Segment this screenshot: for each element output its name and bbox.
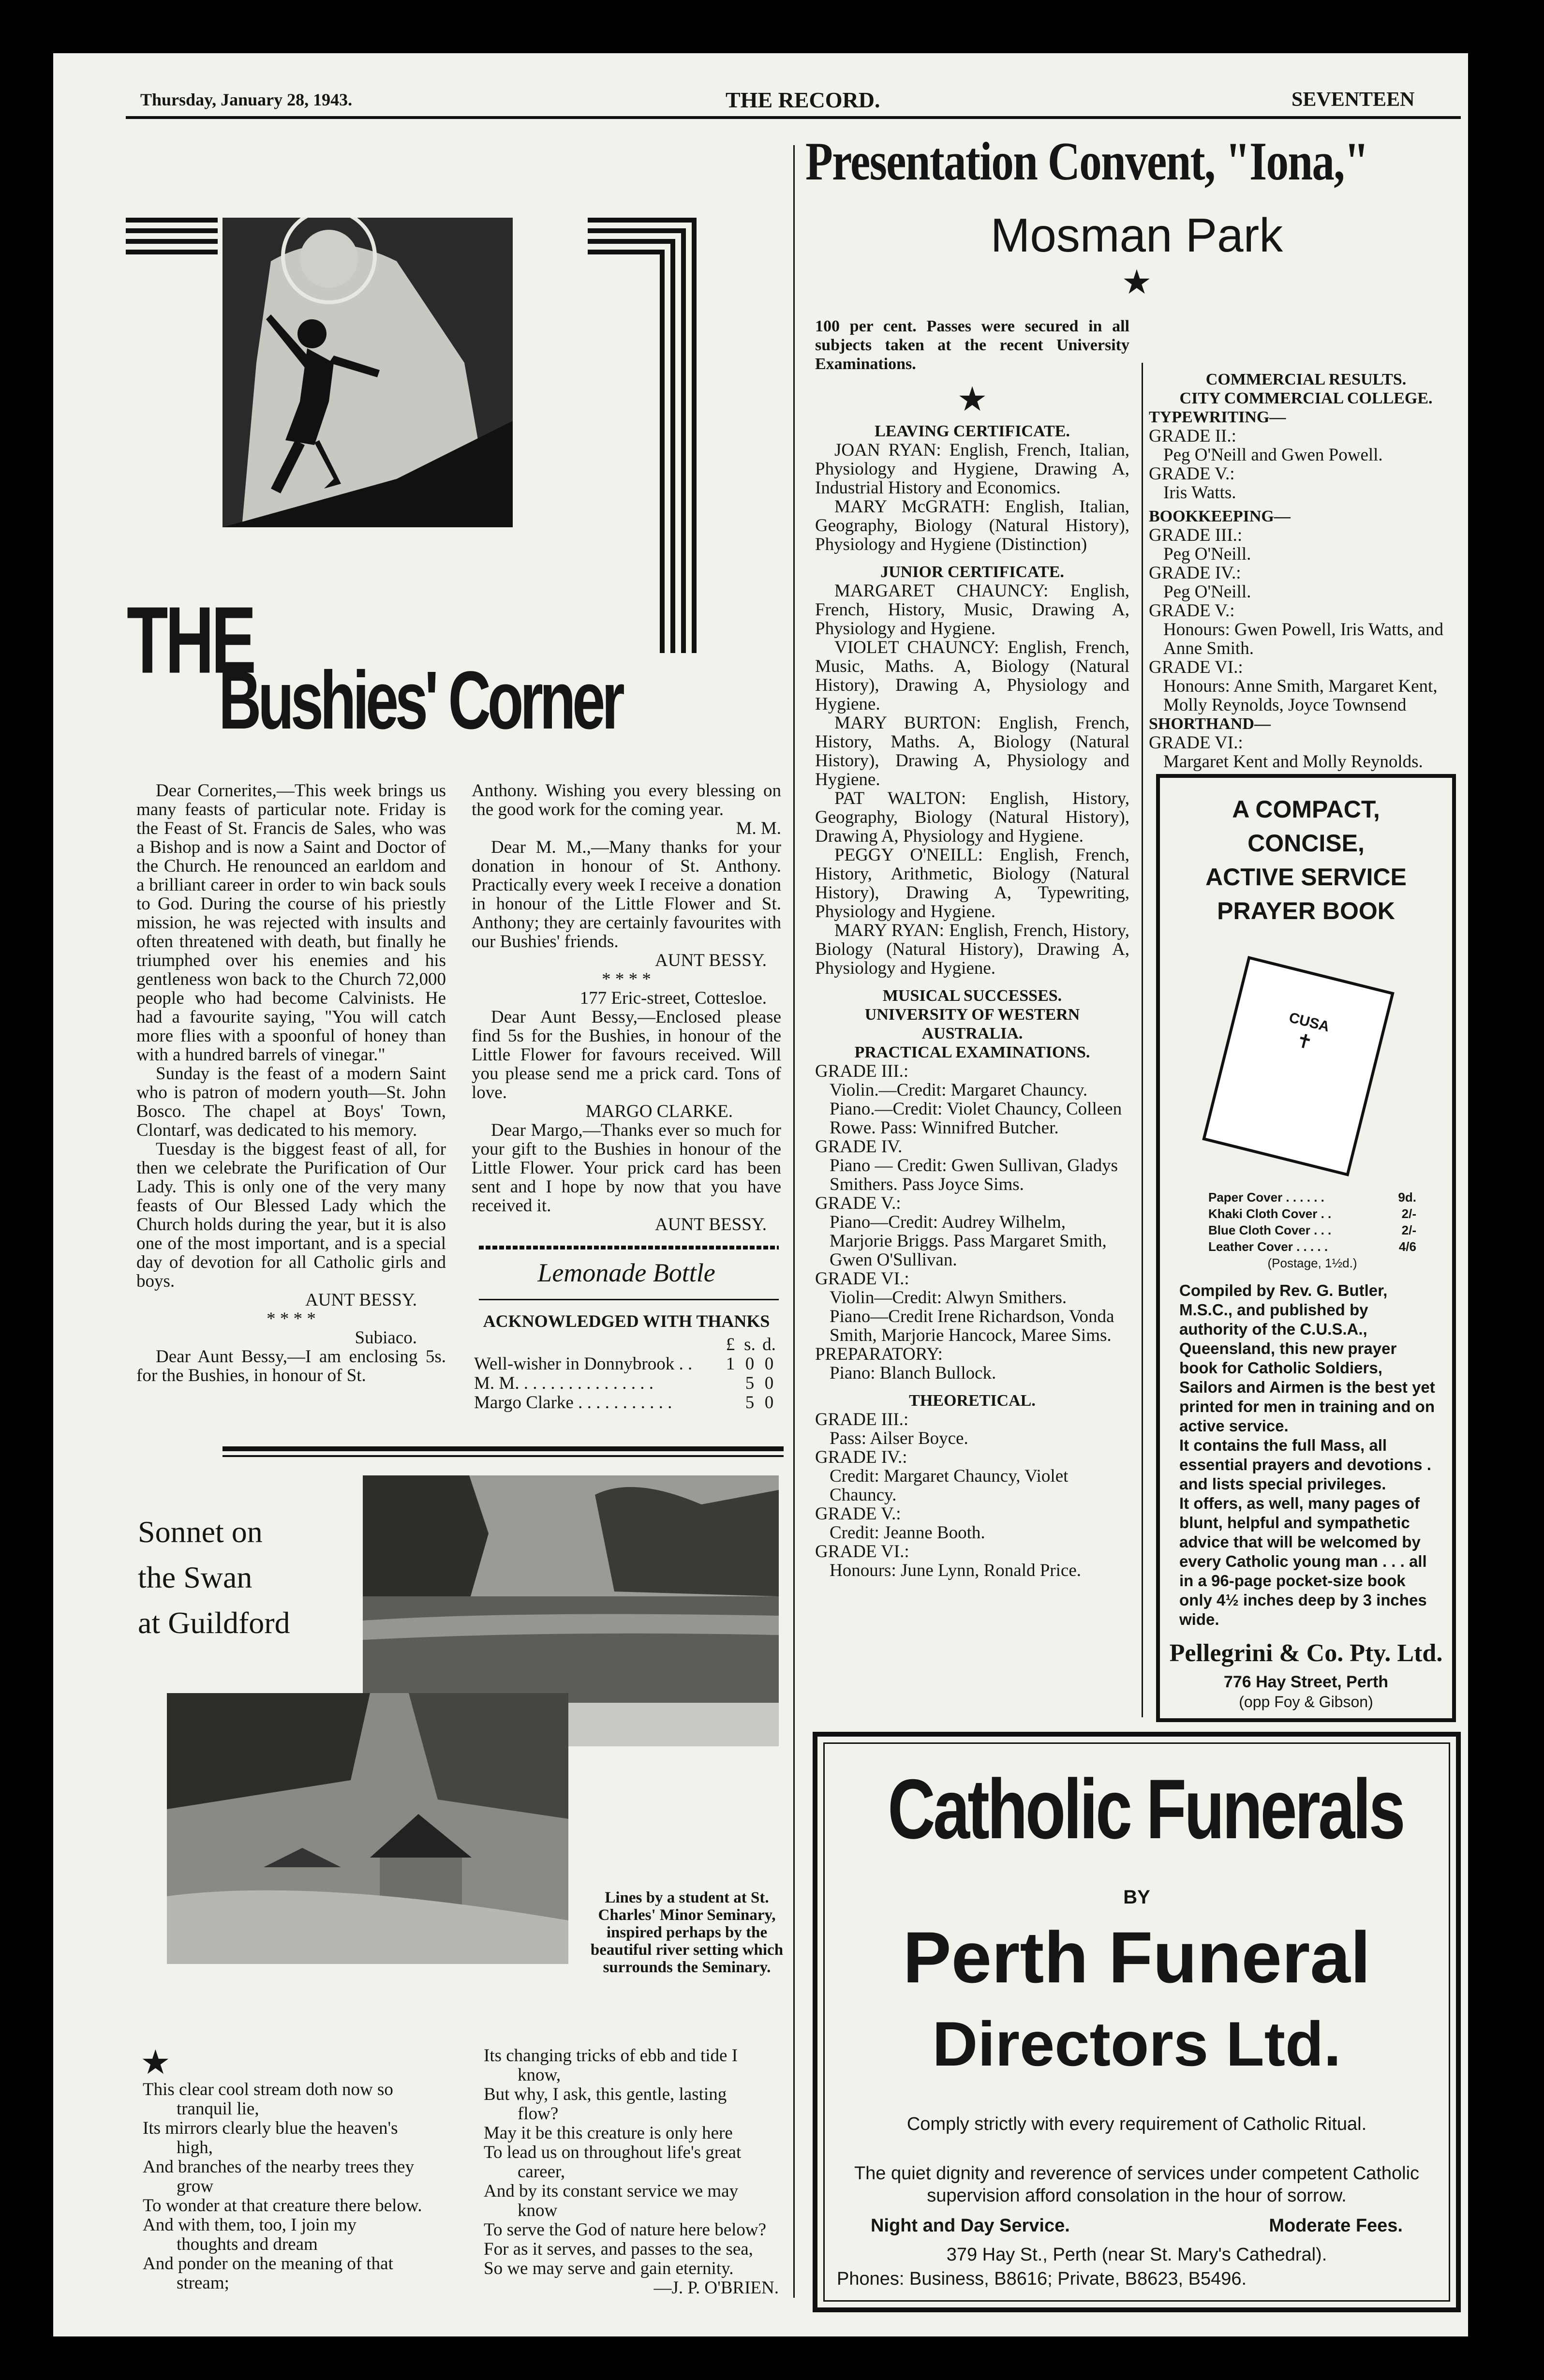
col-pence: d. xyxy=(762,1335,776,1354)
bushies-title: Bushies' Corner xyxy=(219,654,622,746)
list-line: Peg O'Neill. xyxy=(1163,582,1251,602)
poem-line: Its changing tricks of ebb and tide I xyxy=(484,2046,738,2066)
header-page-number: SEVENTEEN xyxy=(1292,89,1415,111)
poem-line: And ponder on the meaning of that xyxy=(143,2254,393,2274)
header-date: Thursday, January 28, 1943. xyxy=(140,90,353,109)
junior-entry: MARY RYAN: English, French, History, Biology (Natural History), Drawing A, Physiology and Hygiene. xyxy=(815,921,1129,978)
bushies-signature: AUNT BESSY. xyxy=(655,1215,767,1235)
list-line: GRADE III.: xyxy=(815,1061,909,1081)
junior-entry: PAT WALTON: English, History, Geography, Biology (Natural History), Drawing A, Physiology and Hygiene. xyxy=(815,788,1129,846)
poem-line: To serve the God of nature here below? xyxy=(484,2220,767,2240)
poem-line: thoughts and dream xyxy=(177,2234,318,2254)
bushies-stars: * * * * xyxy=(267,1309,316,1329)
poem-line: flow? xyxy=(518,2104,559,2124)
commercial-results-column xyxy=(1149,370,1463,771)
table-row: Well-wisher in Donnybrook . . 1 0 0 xyxy=(474,1354,774,1374)
list-line: Piano.—Credit: Violet Chauncy, Colleen Rowe. Pass: Winnifred Butcher. xyxy=(830,1099,1122,1138)
prayer-ad-paragraph: It offers, as well, many pages of blunt, helpful and sympathetic advice that will be welcomed by every Catholic young man . . . all in a 96-page pocket-size book only 4½ inches deep by 3 inches wide. xyxy=(1179,1494,1427,1628)
list-line: Violin—Credit: Alwyn Smithers. xyxy=(830,1288,1067,1308)
uwa-heading: UNIVERSITY OF WESTERN AUSTRALIA. xyxy=(864,1006,1080,1042)
list-line: GRADE V.: xyxy=(815,1504,901,1524)
poem-line: Its mirrors clearly blue the heaven's xyxy=(143,2118,398,2138)
poem-line: tranquil lie, xyxy=(177,2099,259,2119)
junior-entry: MARY BURTON: English, French, History, Maths. A, Biology (Natural History), Drawing A, Physiology and Hygiene. xyxy=(815,713,1129,789)
bushies-paragraph: Dear M. M.,—Many thanks for your donation in honour of St. Anthony. Practically every week I receive a donation in honour of the Little Flower and St. Anthony; they are certainly favourites with our Bushies' friends. xyxy=(472,837,781,952)
price-row: Leather Cover . . . . . 4/6 xyxy=(1208,1239,1416,1254)
list-line: Piano—Credit Irene Richardson, Vonda Smith, Marjorie Hancock, Maree Sims. xyxy=(830,1307,1114,1345)
prayer-ad-title-line: CONCISE, xyxy=(1247,830,1365,857)
prayer-ad-title-line: A COMPACT, xyxy=(1232,796,1380,823)
price-row: Paper Cover . . . . . . 9d. xyxy=(1208,1190,1416,1205)
list-line: GRADE VI.: xyxy=(815,1542,909,1562)
practical-heading: PRACTICAL EXAMINATIONS. xyxy=(854,1043,1090,1061)
poem-line: To lead us on throughout life's great xyxy=(484,2142,742,2162)
leaving-heading: LEAVING CERTIFICATE. xyxy=(875,422,1070,440)
price-row: Blue Cloth Cover . . . 2/- xyxy=(1208,1223,1416,1237)
typewriting-list xyxy=(1149,427,1463,502)
theoretical-list xyxy=(815,1410,1129,1580)
junior-entry: MARGARET CHAUNCY: English, French, History, Music, Drawing A, Physiology and Hygiene. xyxy=(815,581,1129,639)
bushies-paragraph: Dear Cornerites,—This week brings us many feasts of particular note. Friday is the Feast of St. Francis de Sales, who was a Bishop and is now a Saint and Doctor of the Church. He renounced an earldom and a brilliant career in order to win back souls to God. During the course of his priestly mission, he was rejected with insults and often threatened with death, but finally he triumphed over his enemies and his gentleness won back to the Church 72,000 people who had become Calvinists. He had a favourite saying, "You will catch more flies with a spoonful of honey than with a hundred barrels of vinegar." xyxy=(136,781,446,1065)
poem-line: And with them, too, I join my xyxy=(143,2215,356,2235)
shorthand-list xyxy=(1149,733,1463,771)
poem-line: But why, I ask, this gentle, lasting xyxy=(484,2084,727,2104)
typewriting-heading: TYPEWRITING— xyxy=(1149,408,1286,426)
funeral-by: BY xyxy=(1123,1887,1150,1908)
bushies-stars: * * * * xyxy=(602,969,651,989)
music-heading: MUSICAL SUCCESSES. xyxy=(882,987,1062,1005)
prayer-ad-paragraph: Compiled by Rev. G. Butler, M.S.C., and published by authority of the C.U.S.A., Queensland, this new prayer book for Catholic Soldiers, Sailors and Airmen is the best yet printed for men in training and on active service. xyxy=(1179,1281,1435,1435)
sonnet-title-line: at Guildford xyxy=(138,1606,290,1640)
prayer-book-ad xyxy=(1156,774,1456,1722)
list-line: GRADE V.: xyxy=(1149,601,1235,621)
list-line: GRADE IV.: xyxy=(1149,563,1241,583)
funeral-address: 379 Hay St., Perth (near St. Mary's Cathedral). xyxy=(946,2245,1327,2265)
bushies-paragraph: Tuesday is the biggest feast of all, for then we celebrate the Purification of Our Lady. This is only one of the very many feasts of Our Blessed Lady which the Church holds during the year, but it is also one of the most important, and is a special day of devotion for all Catholic girls and boys. xyxy=(136,1139,446,1291)
poem-line: grow xyxy=(177,2176,214,2196)
bushies-paragraph: Dear Aunt Bessy,—Enclosed please find 5s for the Bushies, in honour of the Little Flower for favours received. Will you please send me a prick card. Tons of love. xyxy=(472,1007,781,1102)
bookkeeping-list xyxy=(1149,526,1463,714)
table-row: Margo Clarke . . . . . . . . . . . 5 0 xyxy=(474,1393,774,1413)
star-icon: ★ xyxy=(1121,264,1152,301)
price-row: Khaki Cloth Cover . . 2/- xyxy=(1208,1206,1416,1221)
bushies-signature: AUNT BESSY. xyxy=(655,951,767,970)
lemonade-top-rule xyxy=(479,1246,779,1250)
table-row: M. M. . . . . . . . . . . . . . . . 5 0 xyxy=(474,1373,774,1393)
list-line: Honours: Gwen Powell, Iris Watts, and Anne Smith. xyxy=(1163,620,1444,658)
junior-heading: JUNIOR CERTIFICATE. xyxy=(880,563,1064,581)
list-line: Iris Watts. xyxy=(1163,483,1236,503)
poem-line: know xyxy=(518,2201,558,2220)
list-line: GRADE III.: xyxy=(1149,525,1243,545)
bushies-signature: MARGO CLARKE. xyxy=(585,1101,733,1121)
poem-line: career, xyxy=(518,2162,565,2182)
lemonade-ack: ACKNOWLEDGED WITH THANKS xyxy=(483,1311,770,1331)
bushies-title-the: THE xyxy=(127,586,253,693)
prayer-book-image xyxy=(1202,956,1395,1176)
poem-line: high, xyxy=(177,2138,213,2157)
list-line: Credit: Jeanne Booth. xyxy=(830,1523,985,1543)
book-cover-label: CUSA xyxy=(1287,1009,1331,1035)
poem-line: stream; xyxy=(177,2273,229,2293)
theoretical-heading: THEORETICAL. xyxy=(909,1392,1036,1410)
bushies-address: 177 Eric-street, Cottesloe. xyxy=(579,988,767,1008)
sonnet-title xyxy=(138,1509,290,1646)
list-line: Violin.—Credit: Margaret Chauncy. xyxy=(830,1080,1088,1100)
poem-line: And branches of the nearby trees they xyxy=(143,2157,414,2177)
college-heading: CITY COMMERCIAL COLLEGE. xyxy=(1179,389,1433,407)
header-rule xyxy=(126,116,1461,119)
lemonade-title: Lemonade Bottle xyxy=(537,1258,715,1287)
bushies-column-1 xyxy=(136,781,446,1385)
poem-author: —J. P. O'BRIEN. xyxy=(653,2278,779,2298)
list-line: Honours: June Lynn, Ronald Price. xyxy=(830,1561,1082,1580)
convent-subtitle: Mosman Park xyxy=(990,208,1283,262)
funeral-line-1: Catholic Funerals xyxy=(888,1762,1403,1857)
list-line: GRADE V.: xyxy=(815,1193,901,1213)
funeral-line-2: Perth Funeral xyxy=(903,1917,1371,1998)
poem-line: So we may serve and gain eternity. xyxy=(484,2259,734,2278)
section-rule xyxy=(223,1446,784,1451)
practical-list xyxy=(815,1062,1129,1383)
funeral-ad xyxy=(813,1732,1461,2312)
newspaper-page xyxy=(53,53,1468,2336)
convent-intro: 100 per cent. Passes were secured in all subjects taken at the recent University Examinations. xyxy=(815,317,1129,373)
star-icon: ★ xyxy=(140,2044,171,2082)
list-line: Margaret Kent and Molly Reynolds. xyxy=(1163,752,1423,772)
sonnet-caption: Lines by a student at St. Charles' Minor Seminary, inspired perhaps by the beautiful river setting which surrounds the Seminary. xyxy=(590,1889,784,1976)
bushies-paragraph: Anthony. Wishing you every blessing on the good work for the coming year. xyxy=(472,781,781,819)
col-shillings: s. xyxy=(744,1335,756,1354)
prayer-ad-title xyxy=(1160,792,1452,928)
poem-line: To wonder at that creature there below. xyxy=(143,2196,422,2216)
bookkeeping-heading: BOOKKEEPING— xyxy=(1149,507,1291,525)
lemonade-rule xyxy=(479,1299,779,1300)
publisher-address: 776 Hay Street, Perth xyxy=(1223,1673,1389,1691)
bushies-column-2 xyxy=(472,781,781,1234)
poem-line: know, xyxy=(518,2065,561,2085)
section-rule xyxy=(223,1455,784,1457)
list-line: GRADE VI.: xyxy=(1149,733,1243,753)
cross-icon: ✝ xyxy=(1293,1029,1315,1054)
poem-line: This clear cool stream doth now so xyxy=(143,2080,393,2099)
funeral-fees: Moderate Fees. xyxy=(1269,2216,1403,2236)
postage-note: (Postage, 1½d.) xyxy=(1267,1256,1357,1270)
poem-line: And by its constant service we may xyxy=(484,2181,739,2201)
list-line: GRADE IV.: xyxy=(815,1447,907,1467)
poem-line: May it be this creature is only here xyxy=(484,2123,733,2143)
list-line: Pass: Ailser Boyce. xyxy=(830,1428,968,1448)
sonnet-title-line: the Swan xyxy=(138,1560,252,1594)
list-line: Piano: Blanch Bullock. xyxy=(830,1363,996,1383)
convent-title: Presentation Convent, "Iona," xyxy=(805,132,1368,192)
bushies-paragraph: Dear Margo,—Thanks ever so much for your gift to the Bushies in honour of the Little Flower. Your prick card has been sent and I hope by now that you have received it. xyxy=(472,1120,781,1216)
leaving-entry: JOAN RYAN: English, French, Italian, Physiology and Hygiene, Drawing A, Industrial History and Economics. xyxy=(815,440,1129,498)
prayer-ad-title-line: PRAYER BOOK xyxy=(1217,897,1395,924)
publisher-opp: (opp Foy & Gibson) xyxy=(1239,1693,1373,1711)
price-list xyxy=(1208,1189,1416,1271)
list-line: GRADE VI.: xyxy=(1149,657,1243,677)
list-line: GRADE VI.: xyxy=(815,1269,909,1289)
shorthand-heading: SHORTHAND— xyxy=(1149,715,1271,733)
star-icon: ★ xyxy=(957,381,988,418)
list-line: Honours: Anne Smith, Margaret Kent, Molly Reynolds, Joyce Townsend xyxy=(1163,676,1438,715)
prayer-ad-body xyxy=(1179,1281,1436,1629)
funeral-comply: Comply strictly with every requirement of Catholic Ritual. xyxy=(906,2114,1367,2134)
gazebo-photo xyxy=(167,1693,568,1964)
column-divider xyxy=(1142,363,1143,1717)
lemonade-table xyxy=(474,1335,779,1413)
header-paper-name: THE RECORD. xyxy=(726,88,880,112)
bushies-signature: AUNT BESSY. xyxy=(305,1290,417,1310)
bushies-initials: M. M. xyxy=(736,818,781,838)
list-line: Peg O'Neill. xyxy=(1163,544,1251,564)
sonnet-title-line: Sonnet on xyxy=(138,1515,263,1549)
junior-entry: PEGGY O'NEILL: English, French, History, Arithmetic, Biology (Natural History), Drawing A, Typewriting, Physiology and Hygiene. xyxy=(815,845,1129,922)
list-line: Credit: Margaret Chauncy, Violet Chauncy. xyxy=(830,1466,1069,1505)
funeral-line-3: Directors Ltd. xyxy=(932,2008,1341,2079)
list-line: GRADE V.: xyxy=(1149,464,1235,484)
list-line: Piano — Credit: Gwen Sullivan, Gladys Smithers. Pass Joyce Sims. xyxy=(830,1156,1118,1194)
funeral-night: Night and Day Service. xyxy=(871,2216,1070,2236)
list-line: Peg O'Neill and Gwen Powell. xyxy=(1163,445,1383,465)
list-line: Piano—Credit: Audrey Wilhelm, Marjorie Briggs. Pass Margaret Smith, Gwen O'Sullivan. xyxy=(830,1212,1107,1270)
bushies-paragraph: Sunday is the feast of a modern Saint who is patron of modern youth—St. John Bosco. The chapel at Boys' Town, Clontarf, was dedicated to his memory. xyxy=(136,1064,446,1140)
sonnet-right-stanza xyxy=(484,2046,793,2298)
publisher-name: Pellegrini & Co. Pty. Ltd. xyxy=(1169,1639,1443,1667)
bushies-paragraph: Dear Aunt Bessy,—I am enclosing 5s. for the Bushies, in honour of St. xyxy=(136,1347,446,1385)
funeral-phones: Phones: Business, B8616; Private, B8623, B5496. xyxy=(837,2269,1247,2289)
leaving-entry: MARY McGRATH: English, Italian, Geography, Biology (Natural History), Physiology and Hygiene (Distinction) xyxy=(815,497,1129,554)
prayer-ad-title-line: ACTIVE SERVICE xyxy=(1205,863,1407,891)
list-line: GRADE II.: xyxy=(1149,426,1236,446)
prayer-ad-paragraph: It contains the full Mass, all essential prayers and devotions . and lists special privileges. xyxy=(1179,1436,1431,1493)
junior-entry: VIOLET CHAUNCY: English, French, Music, Maths. A, Biology (Natural History), Drawing A, Physiology and Hygiene. xyxy=(815,638,1129,714)
list-line: PREPARATORY: xyxy=(815,1344,943,1364)
col-pounds: £ xyxy=(726,1335,735,1354)
sonnet-left-stanza xyxy=(143,2080,452,2293)
list-line: GRADE IV. xyxy=(815,1137,903,1157)
commercial-heading: COMMERCIAL RESULTS. xyxy=(1205,371,1407,388)
list-line: GRADE III.: xyxy=(815,1410,909,1429)
poem-line: For as it serves, and passes to the sea, xyxy=(484,2239,753,2259)
funeral-quiet: The quiet dignity and reverence of services under competent Catholic supervision afford consolation in the hour of sorrow. xyxy=(854,2163,1420,2206)
convent-results-column xyxy=(815,317,1129,1580)
bushies-place: Subiaco. xyxy=(355,1328,417,1348)
